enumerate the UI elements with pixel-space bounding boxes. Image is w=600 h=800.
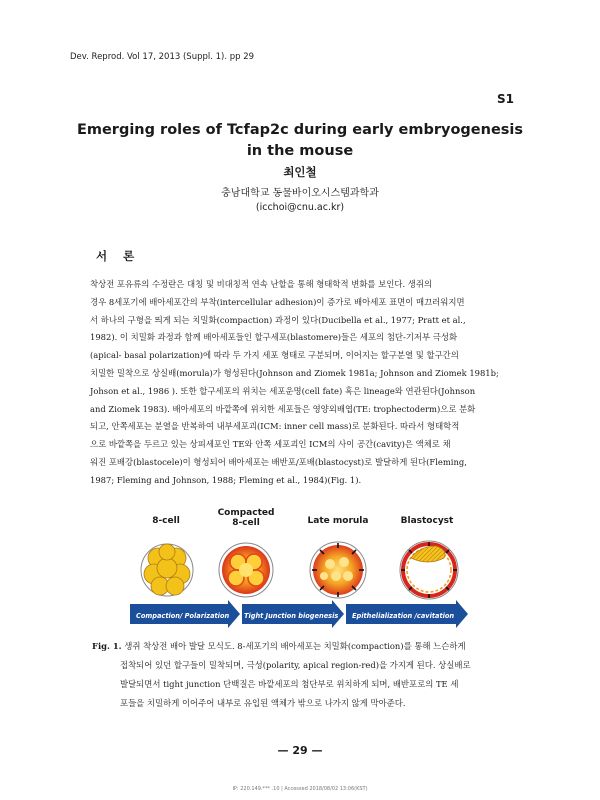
body-paragraph xyxy=(90,276,524,490)
body-line: 워진 포배강(blastocele)이 형성되어 배아세포는 배반포/포배(blastocyst)로 발달하게 된다(Fleming, xyxy=(90,456,467,467)
late-morula-embryo xyxy=(310,542,366,598)
stage-label-8-cell: 8-cell xyxy=(152,516,180,526)
stage-label-compacted: Compacted 8-cell xyxy=(217,508,275,528)
title-line-1: Emerging roles of Tcfap2c during early embryogenesis xyxy=(76,122,524,138)
caption-line: 포들을 치밀하게 이어주어 내부로 유입된 액체가 밖으로 나가지 않게 막아준다. xyxy=(120,698,406,708)
caption-label: Fig. 1. xyxy=(92,641,122,651)
body-line: 으로 바깥쪽을 두르고 있는 상피세포인 TE와 안쪽 세포괴인 ICM의 사이 공간(cavity)은 액체로 채 xyxy=(90,439,451,450)
figure-caption xyxy=(92,637,524,713)
paper-title xyxy=(60,120,540,162)
section-code: S1 xyxy=(497,92,514,106)
author-email: (icchoi@cnu.ac.kr) xyxy=(255,202,345,213)
body-line: 1982). 이 치밀화 과정과 함께 배아세포들인 할구세포(blastomere)들은 세포의 첨단-기저부 극성화 xyxy=(90,332,458,343)
blastocyst-embryo xyxy=(400,541,458,599)
compacted-embryo xyxy=(219,543,273,597)
embryo-development-figure xyxy=(130,506,470,630)
body-line: 1987; Fleming and Johnson, 1988; Fleming et al., 1984)(Fig. 1). xyxy=(90,474,362,485)
body-line: (apical- basal polarization)에 따라 두 가지 세포 형태로 구분되며, 이어지는 할구분열 및 할구간의 xyxy=(90,350,459,361)
body-line: and Ziomek 1983). 배아세포의 바깥쪽에 위치한 세포들은 영양외배엽(TE: trophectoderm)으로 분화 xyxy=(90,403,476,414)
access-footer: IP: 220.149.*** .10 | Accessed 2018/08/02 13:06(KST) xyxy=(232,786,368,792)
body-line: 되고, 안쪽세포는 분열을 반복하여 내부세포괴(ICM: inner cell mass)로 분화된다. 따라서 형태학적 xyxy=(90,421,460,432)
eight-cell-embryo xyxy=(141,544,193,596)
section-heading: 서 론 xyxy=(96,249,141,263)
title-line-2: in the mouse xyxy=(246,143,354,159)
body-line: Johson et al., 1986 ). 또한 할구세포의 위치는 세포운명(cell fate) 혹은 lineage와 연관된다(Johnson xyxy=(90,385,476,396)
caption-line: 접착되어 있던 할구들이 밀착되며, 극성(polarity, apical region-red)을 가지게 된다. 상실배로 xyxy=(120,660,471,670)
page-number: — 29 — xyxy=(277,744,323,757)
body-line: 치밀한 밀착으로 상실배(morula)가 형성된다(Johnson and Ziomek 1981a; Johnson and Ziomek 1981b; xyxy=(90,367,499,378)
stage-label-blastocyst: Blastocyst xyxy=(400,516,454,526)
author-affiliation: 충남대학교 동물바이오시스템과학과 xyxy=(221,188,379,199)
arrow-label-tight-junction: Tight Junction biogenesis xyxy=(244,612,339,620)
author-name: 최인철 xyxy=(283,165,317,179)
caption-line xyxy=(92,637,524,656)
journal-citation: Dev. Reprod. Vol 17, 2013 (Suppl. 1). pp 29 xyxy=(70,52,255,62)
arrow-label-compaction: Compaction/ Polarization xyxy=(136,612,230,620)
body-line: 서 하나의 구형을 띄게 되는 치밀화(compaction) 과정이 있다(Ducibella et al., 1977; Pratt et al., xyxy=(90,314,466,325)
caption-line: 발달되면서 tight junction 단백질은 바깥세포의 첨단부로 위치하게 되며, 배반포로의 TE 세 xyxy=(120,679,459,689)
body-line: 착상전 포유류의 수정란은 대칭 및 비대칭적 연속 난할을 통해 형태학적 변화를 보인다. 생쥐의 xyxy=(90,279,433,289)
caption-text: 생쥐 착상전 배아 발달 모식도. 8-세포기의 배아세포는 치밀화(compaction)를 통해 느슨하게 xyxy=(121,641,466,651)
arrow-label-epithelialization: Epithelialization /cavitation xyxy=(352,612,455,620)
body-line: 경우 8세포기에 배아세포간의 부착(intercellular adhesion)이 증가로 배아세포 표면이 매끄러워지면 xyxy=(90,296,465,307)
stage-label-late-morula: Late morula xyxy=(307,516,369,526)
